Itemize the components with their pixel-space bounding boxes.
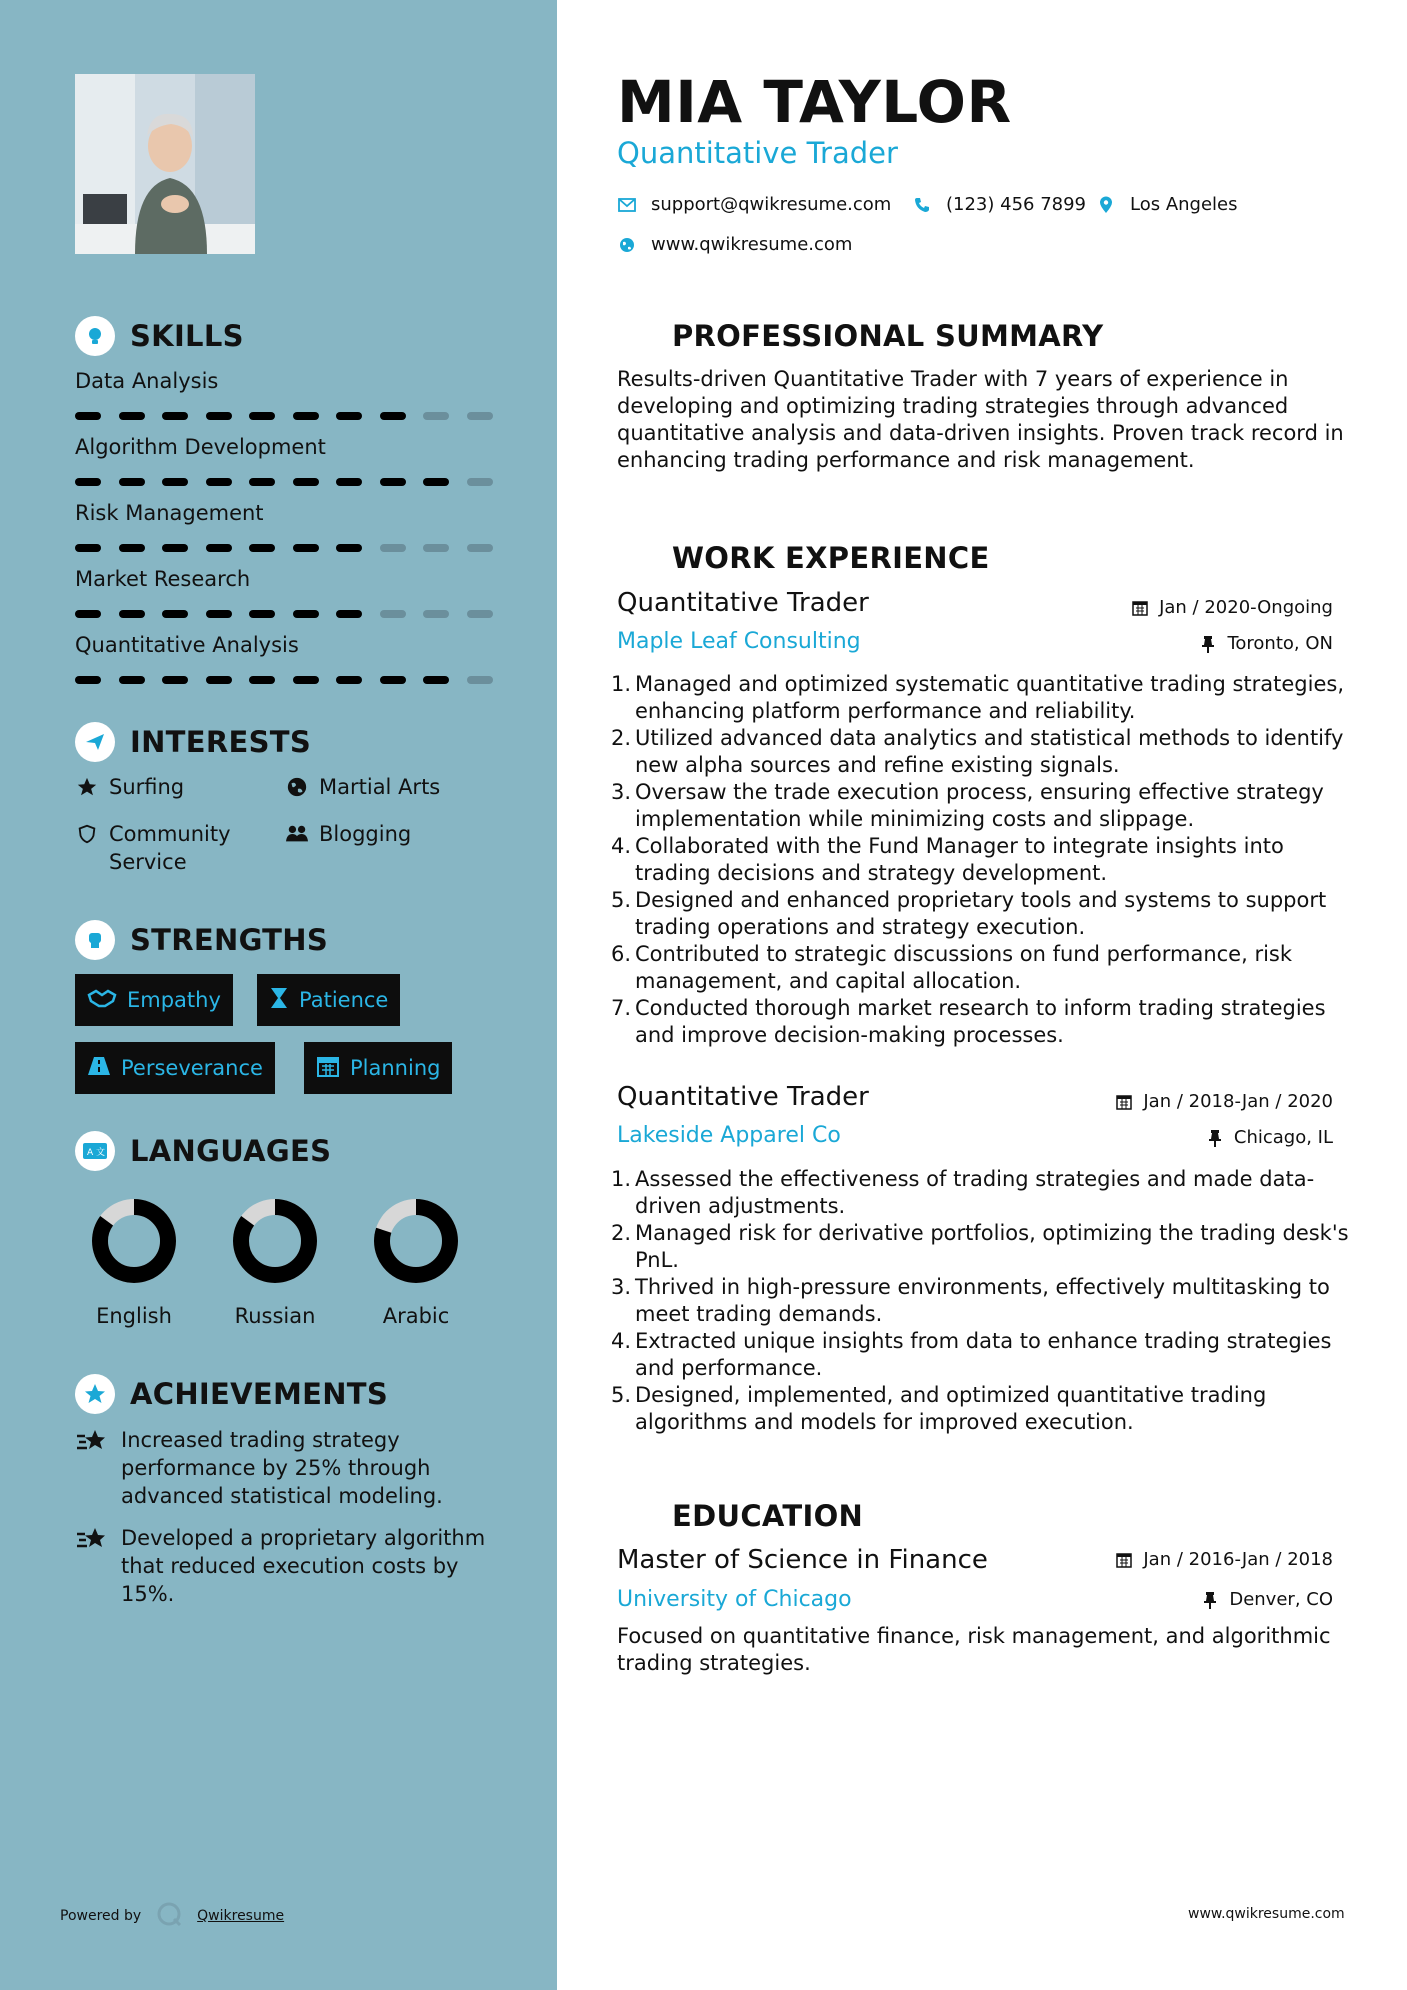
skill-segment xyxy=(293,412,319,420)
duty-item: 5. Designed and enhanced proprietary tools and systems to support trading operations and strategy execution. xyxy=(611,888,1327,939)
job-location-text: Toronto, ON xyxy=(1227,633,1333,654)
job-company: Lakeside Apparel Co xyxy=(617,1123,841,1148)
experience-title: WORK EXPERIENCE xyxy=(672,541,990,575)
skill-segment xyxy=(423,478,449,486)
contact-location xyxy=(1096,194,1238,215)
contact-email xyxy=(617,194,891,215)
job-dates xyxy=(1115,1091,1333,1112)
user-icon xyxy=(617,316,657,356)
skill-segment xyxy=(119,478,145,486)
skill-segment xyxy=(75,478,101,486)
qwikresume-link[interactable]: Qwikresume xyxy=(197,1908,285,1924)
skill-segment xyxy=(293,478,319,486)
achievements-title: ACHIEVEMENTS xyxy=(130,1377,389,1411)
education-dates-text: Jan / 2016-Jan / 2018 xyxy=(1143,1549,1333,1570)
language-ring xyxy=(371,1196,461,1286)
skill-segment xyxy=(249,676,275,684)
skill-item xyxy=(75,434,505,486)
skill-segment xyxy=(336,478,362,486)
interest-item xyxy=(75,820,265,876)
lightbulb-icon xyxy=(75,316,115,356)
footer-url[interactable]: www.qwikresume.com xyxy=(1188,1906,1345,1922)
strength-badge xyxy=(257,974,400,1026)
skill-segment xyxy=(206,544,232,552)
duty-item: 6. Contributed to strategic discussions on fund performance, risk management, and capital allocation. xyxy=(611,942,1293,993)
skill-segment xyxy=(75,412,101,420)
candidate-name: MIA TAYLOR xyxy=(617,68,1012,136)
summary-heading xyxy=(617,316,1103,356)
skill-segment xyxy=(380,676,406,684)
skill-name: Risk Management xyxy=(75,501,264,525)
skill-segment xyxy=(119,610,145,618)
powered-by-label: Powered by xyxy=(60,1908,142,1924)
duty-item: 4. Collaborated with the Fund Manager to integrate insights into trading decisions and strategy development. xyxy=(611,834,1284,885)
education-location-text: Denver, CO xyxy=(1229,1589,1333,1610)
skill-segment xyxy=(162,610,188,618)
skill-segment xyxy=(119,412,145,420)
interest-label: Surfing xyxy=(109,775,185,799)
summary-title: PROFESSIONAL SUMMARY xyxy=(672,319,1104,353)
job-dates-text: Jan / 2020-Ongoing xyxy=(1159,597,1333,618)
experience-heading xyxy=(617,538,990,578)
phone-icon xyxy=(912,195,932,215)
skill-segment xyxy=(423,412,449,420)
map-pin-icon xyxy=(1096,195,1116,215)
skill-segment xyxy=(467,478,493,486)
skill-segment xyxy=(206,478,232,486)
education-description: Focused on quantitative finance, risk management, and algorithmic trading strategies. xyxy=(617,1624,1331,1675)
skill-segment xyxy=(293,610,319,618)
email-text[interactable]: support@qwikresume.com xyxy=(651,194,892,215)
degree-title: Master of Science in Finance xyxy=(617,1545,988,1575)
skill-segment xyxy=(119,676,145,684)
language-ring xyxy=(230,1196,320,1286)
contact-website xyxy=(617,234,852,255)
strength-badge xyxy=(75,1042,275,1094)
pushpin-icon xyxy=(1201,1591,1219,1609)
strength-label: Patience xyxy=(299,988,389,1012)
language-item xyxy=(79,1196,189,1328)
job-title: Quantitative Trader xyxy=(617,1082,869,1112)
duty-item: 2. Managed risk for derivative portfolios, optimizing the trading desk's PnL. xyxy=(611,1221,1349,1272)
pushpin-icon xyxy=(1206,1129,1224,1147)
skill-segment xyxy=(162,544,188,552)
skill-item xyxy=(75,500,505,552)
job-duties xyxy=(611,671,1352,1049)
candidate-title: Quantitative Trader xyxy=(617,136,898,170)
skill-segment xyxy=(467,676,493,684)
skill-segment xyxy=(162,676,188,684)
duty-item: 1. Managed and optimized systematic quantitative trading strategies, enhancing platform performance and reliability. xyxy=(611,672,1344,723)
strength-badge xyxy=(304,1042,452,1094)
skill-segment xyxy=(119,544,145,552)
skill-segment xyxy=(336,544,362,552)
job-dates-text: Jan / 2018-Jan / 2020 xyxy=(1143,1091,1333,1112)
star-icon xyxy=(75,773,99,801)
achievements-heading xyxy=(75,1374,388,1414)
duty-item: 7. Conducted thorough market research to inform trading strategies and improve decision-making processes. xyxy=(611,996,1326,1047)
skill-item xyxy=(75,566,505,618)
strength-label: Empathy xyxy=(127,988,221,1012)
skill-segment xyxy=(336,676,362,684)
skill-segment xyxy=(380,412,406,420)
interest-item xyxy=(75,773,184,801)
svg-text:文: 文 xyxy=(96,1148,106,1158)
skill-segment xyxy=(336,610,362,618)
achievement-item xyxy=(75,1524,505,1608)
skill-segment xyxy=(423,610,449,618)
skill-name: Data Analysis xyxy=(75,369,219,393)
skill-segment xyxy=(249,610,275,618)
skill-segment xyxy=(249,544,275,552)
calendar-icon xyxy=(1115,1093,1133,1111)
duty-item: 2. Utilized advanced data analytics and statistical methods to identify new alpha sources and refine existing signals. xyxy=(611,726,1344,777)
calendar-icon xyxy=(1131,599,1149,617)
skill-segment xyxy=(380,610,406,618)
skill-segment xyxy=(249,478,275,486)
achievement-text: Increased trading strategy performance by 25% through advanced statistical modeling. xyxy=(121,1428,443,1508)
strength-label: Planning xyxy=(350,1056,441,1080)
skill-segment xyxy=(467,412,493,420)
shooting-star-icon xyxy=(75,1426,109,1456)
skill-name: Algorithm Development xyxy=(75,435,326,459)
calendar-icon xyxy=(316,1054,340,1083)
skill-segment xyxy=(75,676,101,684)
skill-bar xyxy=(75,478,505,486)
interest-item xyxy=(285,773,440,801)
interests-title: INTERESTS xyxy=(130,725,312,759)
skill-segment xyxy=(206,412,232,420)
interest-label: Community Service xyxy=(109,822,231,874)
road-icon xyxy=(87,1055,111,1082)
skill-segment xyxy=(206,610,232,618)
profile-photo xyxy=(75,74,255,254)
job-location xyxy=(1199,633,1333,654)
website-text[interactable]: www.qwikresume.com xyxy=(651,234,853,255)
skill-bar xyxy=(75,676,505,684)
fist-icon xyxy=(75,920,115,960)
language-name: Arabic xyxy=(382,1304,450,1328)
job-location-text: Chicago, IL xyxy=(1233,1127,1333,1148)
svg-text:A: A xyxy=(87,1148,94,1158)
skill-item xyxy=(75,368,505,420)
skill-segment xyxy=(380,478,406,486)
skill-segment xyxy=(162,478,188,486)
skill-segment xyxy=(423,676,449,684)
skill-segment xyxy=(336,412,362,420)
pushpin-icon xyxy=(1199,635,1217,653)
education-dates xyxy=(1115,1549,1333,1570)
skill-segment xyxy=(423,544,449,552)
skill-segment xyxy=(380,544,406,552)
phone-text[interactable]: (123) 456 7899 xyxy=(946,194,1087,215)
skills-heading xyxy=(75,316,244,356)
skill-bar xyxy=(75,412,505,420)
skill-bar xyxy=(75,544,505,552)
skill-bar xyxy=(75,610,505,618)
skill-segment xyxy=(293,676,319,684)
duty-item: 5. Designed, implemented, and optimized quantitative trading algorithms and models for improved execution. xyxy=(611,1383,1267,1434)
skill-segment xyxy=(467,610,493,618)
strength-label: Perseverance xyxy=(121,1056,263,1080)
calendar-icon xyxy=(1115,1551,1133,1569)
skill-segment xyxy=(75,610,101,618)
job-dates xyxy=(1131,597,1333,618)
globe-icon xyxy=(617,235,637,255)
envelope-icon xyxy=(617,195,637,215)
powered-by xyxy=(60,1900,284,1932)
job-duties xyxy=(611,1166,1352,1436)
paper-plane-icon xyxy=(75,722,115,762)
school-name: University of Chicago xyxy=(617,1587,852,1612)
skill-name: Market Research xyxy=(75,567,251,591)
users-icon xyxy=(285,820,309,848)
handshake-icon xyxy=(87,987,117,1014)
achievement-text: Developed a proprietary algorithm that reduced execution costs by 15%. xyxy=(121,1526,486,1606)
summary-text: Results-driven Quantitative Trader with 7 years of experience in developing and optimizing trading strategies through advanced quantitative analysis and data-driven insights. Proven track record in enhancing trading performance and risk management. xyxy=(617,367,1344,472)
education-title: EDUCATION xyxy=(672,1499,864,1533)
skill-item xyxy=(75,632,505,684)
language-item xyxy=(361,1196,471,1328)
interests-heading xyxy=(75,722,311,762)
language-name: Russian xyxy=(234,1304,316,1328)
achievement-item xyxy=(75,1426,505,1510)
language-icon xyxy=(75,1131,115,1171)
skill-segment xyxy=(467,544,493,552)
skills-title: SKILLS xyxy=(130,319,244,353)
qwikresume-logo-icon xyxy=(155,1900,183,1932)
interest-label: Martial Arts xyxy=(319,775,441,799)
job-company: Maple Leaf Consulting xyxy=(617,629,861,654)
skill-segment xyxy=(293,544,319,552)
duty-item: 4. Extracted unique insights from data to enhance trading strategies and performance. xyxy=(611,1329,1332,1380)
skill-segment xyxy=(75,544,101,552)
duty-item: 3. Oversaw the trade execution process, ensuring effective strategy implementation while minimizing costs and slippage. xyxy=(611,780,1324,831)
language-name: English xyxy=(96,1304,172,1328)
skill-segment xyxy=(162,412,188,420)
language-item xyxy=(220,1196,330,1328)
interest-item xyxy=(285,820,411,848)
globe-icon xyxy=(285,773,309,801)
strength-badge xyxy=(75,974,233,1026)
chair-icon xyxy=(617,538,657,578)
job-location xyxy=(1206,1127,1333,1148)
hourglass-icon xyxy=(269,986,289,1015)
strengths-title: STRENGTHS xyxy=(130,923,329,957)
languages-title: LANGUAGES xyxy=(130,1134,332,1168)
graduation-cap-icon xyxy=(617,1496,657,1536)
languages-heading xyxy=(75,1131,331,1171)
education-heading xyxy=(617,1496,863,1536)
location-text: Los Angeles xyxy=(1130,194,1238,215)
skill-segment xyxy=(249,412,275,420)
education-location xyxy=(1201,1589,1333,1610)
job-title: Quantitative Trader xyxy=(617,588,869,618)
skill-segment xyxy=(206,676,232,684)
duty-item: 1. Assessed the effectiveness of trading strategies and made data-driven adjustments. xyxy=(611,1167,1315,1218)
skill-name: Quantitative Analysis xyxy=(75,633,299,657)
language-ring xyxy=(89,1196,179,1286)
strengths-heading xyxy=(75,920,328,960)
duty-item: 3. Thrived in high-pressure environments, effectively multitasking to meet trading demands. xyxy=(611,1275,1330,1326)
interest-label: Blogging xyxy=(319,822,412,846)
shield-icon xyxy=(75,820,99,848)
contact-phone xyxy=(912,194,1086,215)
shooting-star-icon xyxy=(75,1524,109,1554)
star-badge-icon xyxy=(75,1374,115,1414)
